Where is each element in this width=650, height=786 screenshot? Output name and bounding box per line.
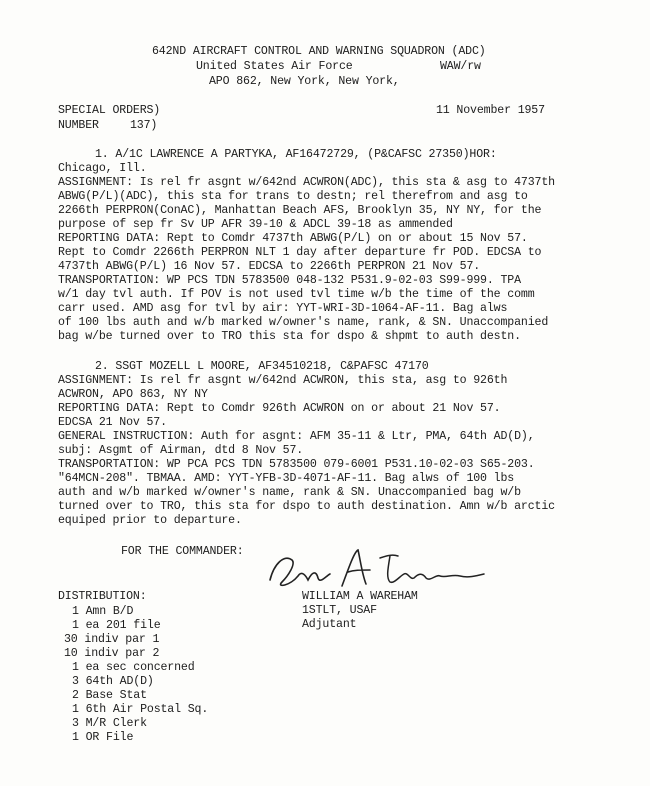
- signatory-name: WILLIAM A WAREHAM: [302, 590, 418, 603]
- para1-line: carr used. AMD asg for tvl by air: YYT-WRI-3D-1064-AF-11. Bag alws: [58, 302, 508, 315]
- signatory-title: Adjutant: [302, 618, 357, 631]
- distribution-item: 3 M/R Clerk: [72, 717, 147, 730]
- para2-line: auth and w/b marked w/owner's name, rank & SN. Unaccompanied bag w/b: [58, 486, 521, 499]
- para2-line: GENERAL INSTRUCTION: Auth for asgnt: AFM 35-11 & Ltr, PMA, 64th AD(D),: [58, 430, 535, 443]
- para2-line: TRANSPORTATION: WP PCA PCS TDN 5783500 079-6001 P531.10-02-03 S65-203.: [58, 458, 535, 471]
- reference-initials: WAW/rw: [440, 60, 481, 73]
- distribution-item: 1 Amn B/D: [72, 605, 134, 618]
- distribution-item: 3 64th AD(D): [72, 675, 154, 688]
- para2-line: subj: Asgmt of Airman, dtd 8 Nov 57.: [58, 444, 304, 457]
- para1-line: Chicago, Ill.: [58, 162, 147, 175]
- service-heading: United States Air Force: [196, 60, 353, 73]
- para2-line: "64MCN-208". TBMAA. AMD: YYT-YFB-3D-4071-AF-11. Bag alws of 100 lbs: [58, 472, 515, 485]
- orders-date: 11 November 1957: [436, 104, 545, 117]
- para1-line: of 100 lbs auth and w/b marked w/owner's name, rank, & SN. Unaccompanied: [58, 316, 549, 329]
- para1-line: 4737th ABWG(P/L) 16 Nov 57. EDCSA to 2266th PERPRON 21 Nov 57.: [58, 260, 481, 273]
- distribution-item: 1 ea 201 file: [72, 619, 161, 632]
- para2-line: REPORTING DATA: Rept to Comdr 926th ACWRON on or about 21 Nov 57.: [58, 402, 501, 415]
- para1-line: ASSIGNMENT: Is rel fr asgnt w/642nd ACWRON(ADC), this sta & asg to 4737th: [58, 176, 555, 189]
- para2-line: ACWRON, APO 863, NY NY: [58, 388, 208, 401]
- orders-number: 137): [130, 119, 158, 132]
- signatory-rank: 1STLT, USAF: [302, 604, 377, 617]
- orders-title: SPECIAL ORDERS): [58, 104, 161, 117]
- orders-number-label: NUMBER: [58, 119, 99, 132]
- para1-line: purpose of sep fr Sv UP AFR 39-10 & ADCL 39-18 as ammended: [58, 218, 453, 231]
- para1-line: 2266th PERPRON(ConAC), Manhattan Beach AFS, Brooklyn 35, NY NY, for the: [58, 204, 542, 217]
- distribution-item: 10 indiv par 2: [64, 647, 160, 660]
- para1-line: REPORTING DATA: Rept to Comdr 4737th ABWG(P/L) on or about 15 Nov 57.: [58, 232, 528, 245]
- apo-heading: APO 862, New York, New York,: [209, 75, 400, 88]
- para2-line: EDCSA 21 Nov 57.: [58, 416, 167, 429]
- para2-line: 2. SSGT MOZELL L MOORE, AF34510218, C&PAFSC 47170: [95, 360, 429, 373]
- distribution-item: 1 OR File: [72, 731, 134, 744]
- commander-line: FOR THE COMMANDER:: [121, 545, 244, 558]
- para1-line: ABWG(P/L)(ADC), this sta for trans to destn; rel therefrom and asg to: [58, 190, 528, 203]
- para1-line: bag w/be turned over to TRO this sta for dspo & shpmt to auth destn.: [58, 330, 521, 343]
- para1-line: TRANSPORTATION: WP PCS TDN 5783500 048-132 P531.9-02-03 S99-999. TPA: [58, 274, 521, 287]
- para2-line: equiped prior to departure.: [58, 514, 242, 527]
- para1-line: w/1 day tvl auth. If POV is not used tvl time w/b the time of the comm: [58, 288, 535, 301]
- unit-heading: 642ND AIRCRAFT CONTROL AND WARNING SQUADRON (ADC): [152, 45, 486, 58]
- para1-line: 1. A/1C LAWRENCE A PARTYKA, AF16472729, (P&CAFSC 27350)HOR:: [95, 148, 497, 161]
- distribution-item: 1 6th Air Postal Sq.: [72, 703, 209, 716]
- distribution-label: DISTRIBUTION:: [58, 590, 147, 603]
- handwritten-signature: [262, 546, 492, 594]
- distribution-item: 1 ea sec concerned: [72, 661, 195, 674]
- distribution-item: 2 Base Stat: [72, 689, 147, 702]
- distribution-item: 30 indiv par 1: [64, 633, 160, 646]
- para2-line: ASSIGNMENT: Is rel fr asgnt w/642nd ACWRON, this sta, asg to 926th: [58, 374, 508, 387]
- para1-line: Rept to Comdr 2266th PERPRON NLT 1 day after departure fr POD. EDCSA to: [58, 246, 542, 259]
- para2-line: turned over to TRO, this sta for dspo to auth destination. Amn w/b arctic: [58, 500, 555, 513]
